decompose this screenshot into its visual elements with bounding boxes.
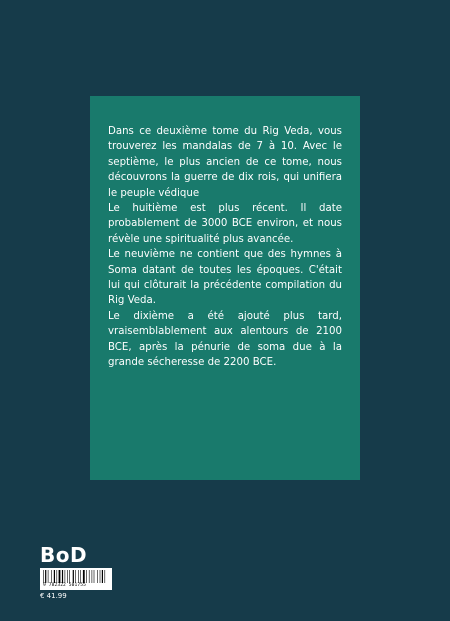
barcode-bar — [43, 570, 44, 583]
barcode-bar — [102, 570, 103, 583]
isbn-barcode — [40, 568, 112, 590]
barcode-bar — [51, 570, 52, 583]
publisher-logo: BoD — [40, 543, 88, 567]
barcode-bar — [97, 570, 98, 583]
barcode-bar — [100, 570, 101, 583]
barcode-bar — [94, 570, 95, 583]
barcode-bar — [78, 570, 79, 583]
barcode-bar — [80, 570, 81, 583]
barcode-bar — [69, 570, 70, 583]
barcode-bar — [83, 570, 85, 583]
blurb-paragraph-1: Dans ce deuxième tome du Rig Veda, vous trouverez les mandalas de 7 à 10. Avec le septième, le plus ancien de ce tome, nous découvrons la guerre de dix rois, qui unifiera le peuple védique — [108, 126, 342, 199]
barcode-bar — [92, 570, 93, 583]
barcode-bar — [59, 570, 61, 583]
barcode-bar — [73, 570, 74, 583]
blurb-paragraph-4: Le dixième a été ajouté plus tard, vraisemblablement aux alentours de 2100 BCE, après la pénurie de soma due à la grande sécheresse de 2200 BCE. — [108, 310, 342, 369]
blurb-paragraph-3: Le neuvième ne contient que des hymnes à Soma datant de toutes les époques. C'était lui qui clôturait la précédente compilation du Rig Veda. — [108, 249, 342, 307]
price-label: € 41.99 — [40, 592, 67, 600]
barcode-digits: 9 782322 501755 — [43, 583, 86, 588]
barcode-bar — [57, 570, 58, 583]
blurb-text — [108, 124, 342, 371]
barcode-bar — [54, 570, 55, 583]
barcode-bar — [45, 570, 46, 583]
barcode-bar — [67, 570, 68, 583]
barcode-bars-icon — [43, 570, 109, 583]
barcode-bar — [48, 570, 49, 583]
barcode-bar — [65, 570, 66, 583]
barcode-bar — [86, 570, 87, 583]
barcode-bar — [62, 570, 63, 583]
blurb-paragraph-2: Le huitième est plus récent. Il date probablement de 3000 BCE environ, et nous révèle une spiritualité plus avancée. — [108, 203, 342, 245]
barcode-bar — [105, 570, 106, 583]
barcode-bar — [89, 570, 90, 583]
barcode-bar — [75, 570, 76, 583]
blurb-panel — [90, 96, 360, 480]
